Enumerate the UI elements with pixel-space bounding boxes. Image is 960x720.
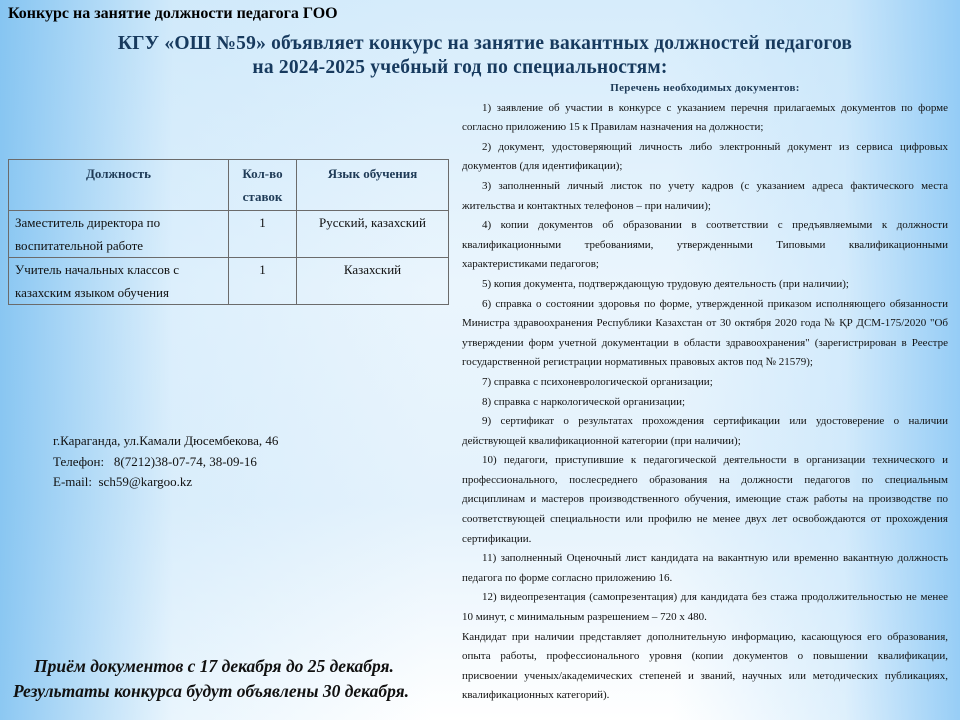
required-documents	[462, 79, 948, 706]
document-item: 3) заполненный личный листок по учету кадров (с указанием адреса фактического места жительства и контактных телефонов – при наличии);	[462, 179, 948, 212]
phone-line	[53, 452, 278, 473]
column-header-language: Язык обучения	[297, 160, 449, 211]
documents-note: Кандидат при наличии представляет дополнительную информацию, касающуюся его образования, опыта работы, профессионального уровня (копии документов о повышении квалификации, присвоении ученых/академических степеней и званий, научных или методических публикациях, квалификационных категорий).	[462, 630, 948, 702]
cell-count: 1	[229, 258, 297, 305]
column-header-position: Должность	[9, 160, 229, 211]
table-header-row	[9, 160, 449, 211]
column-header-count: Кол-во ставок	[229, 160, 297, 211]
documents-title: Перечень необходимых документов:	[610, 82, 800, 94]
address: г.Караганда, ул.Камали Дюсембекова, 46	[53, 433, 279, 448]
document-item: 5) копия документа, подтверждающую трудовую деятельность (при наличии);	[482, 277, 849, 290]
contact-info	[53, 431, 278, 493]
slide-title: Конкурс на занятие должности педагога ГОО	[8, 5, 338, 22]
document-item: 4) копии документов об образовании в соответствии с предъявляемыми к должности квалификационными требованиями, утвержденными Типовыми квалификационными характеристиками педагогов;	[462, 219, 948, 271]
document-item: 10) педагоги, приступившие к педагогической деятельности в организации технического и профессионального, послесреднего образования на должности педагогов по специальным дисциплинам и мастеров производственного обучения, имеющие стаж работы на производстве по соответствующей специальности или профилю не менее двух лет освобождаются от прохождения сертификации.	[462, 454, 948, 545]
headline-line-1: КГУ «ОШ №59» объявляет конкурс на занятие вакантных должностей педагогов	[117, 33, 853, 54]
cell-language: Русский, казахский	[297, 211, 449, 258]
table-row	[9, 258, 449, 305]
document-item: 11) заполненный Оценочный лист кандидата на вакантную или временно вакантную должность педагога по форме согласно приложению 16.	[462, 552, 948, 584]
table-row	[9, 211, 449, 258]
document-item: 2) документ, удостоверяющий личность либо электронный документ из сервиса цифровых документов (для идентификации);	[462, 140, 948, 173]
document-item: 8) справка с наркологической организации;	[482, 395, 686, 408]
phone-label: Телефон:	[53, 453, 105, 469]
results-date: Результаты конкурса будут объявлены 30 декабря.	[13, 681, 409, 701]
headline-line-2: на 2024-2025 учебный год по специальностям:	[252, 57, 668, 78]
cell-language: Казахский	[297, 258, 449, 305]
vacancies-table	[8, 159, 449, 305]
email-line	[53, 472, 278, 493]
document-item: 9) сертификат о результатах прохождения сертификации или удостоверение о наличии действующей квалификационной категории (при наличии);	[462, 415, 948, 447]
cell-position: Учитель начальных классов с казахским языком обучения	[9, 258, 229, 305]
document-item: 12) видеопрезентация (самопрезентация) для кандидата без стажа продолжительностью не менее 10 минут, с минимальным разрешением – 720 х 480.	[462, 591, 948, 624]
submission-period: Приём документов с 17 декабря до 25 декабря.	[34, 656, 394, 676]
document-item: 7) справка с психоневрологической организации;	[482, 375, 713, 388]
document-item: 6) справка о состоянии здоровья по форме, утвержденной приказом исполняющего обязанности Министра здравоохранения Республики Казахстан от 30 октября 2020 года № ҚР ДСМ-175/2020 "Об утверждении форм учетной документации в области здравоохранения" (зарегистрирован в Реестре государственной регистрации нормативных правовых актов под № 21579);	[462, 297, 948, 369]
email-label: E-mail:	[53, 474, 92, 489]
footer-dates	[0, 654, 500, 704]
email-address: sch59@kargoo.kz	[98, 474, 193, 489]
headline	[0, 32, 960, 80]
cell-count: 1	[229, 211, 297, 258]
cell-position: Заместитель директора по воспитательной работе	[9, 211, 229, 258]
document-item: 1) заявление об участии в конкурсе с указанием перечня прилагаемых документов по форме согласно приложению 15 к Правилам назначения на должности;	[462, 101, 948, 134]
phone-number: 8(7212)38-07-74, 38-09-16	[113, 453, 257, 469]
